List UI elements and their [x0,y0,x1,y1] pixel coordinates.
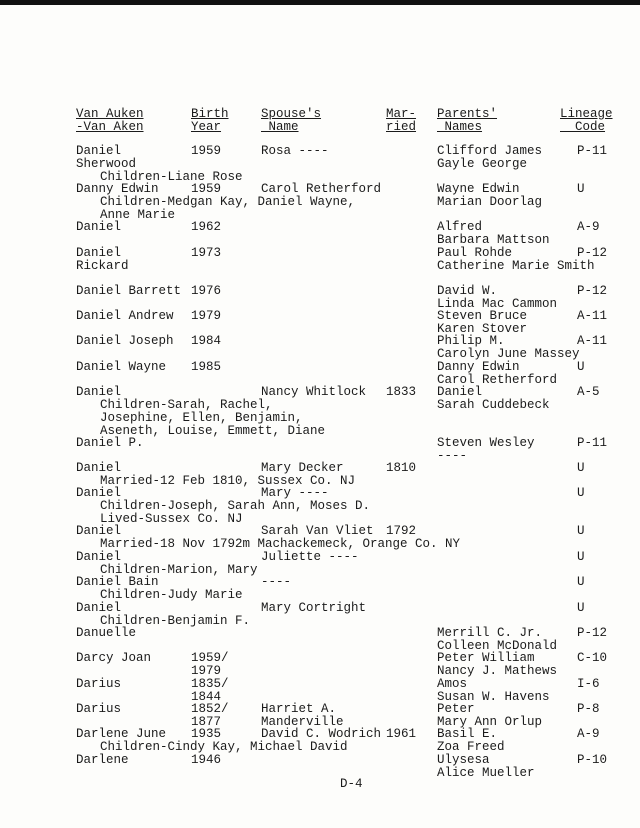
entry-lineage-code: U [577,524,585,538]
entry-lineage-code: A-9 [577,727,600,741]
header-married: Mar- ried [386,107,417,134]
entry-name: Daniel Sherwood [76,144,137,171]
entry-lineage-code: A-11 [577,309,608,323]
entry-lineage-code: C-10 [577,651,608,665]
entry-parents-names: Paul Rohde Catherine Marie Smith [437,246,595,273]
entry-lineage-code: P-8 [577,702,600,716]
header-lineage-code: Lineage Code [560,107,613,134]
entry-lineage-code: A-5 [577,385,600,399]
entry-spouse-name: Mary Cortright [261,601,367,615]
entry-name: Daniel Rickard [76,246,129,273]
entry-name: Daniel [76,461,122,475]
entry-birth-year: 1935 [191,727,222,741]
entry-notes: Married-12 Feb 1810, Sussex Co. NJ [100,474,356,488]
entry-married-year: 1810 [386,461,417,475]
entry-birth-year: 1976 [191,284,222,298]
entry-name: Daniel [76,385,122,399]
entry-parents-names: Peter Mary Ann Orlup [437,702,543,729]
entry-lineage-code: U [577,182,585,196]
entry-name: Daniel [76,486,122,500]
entry-name: Daniel [76,601,122,615]
entry-name: Darius [76,677,122,691]
entry-spouse-name: Mary ---- [261,486,329,500]
entry-lineage-code: U [577,601,585,615]
entry-lineage-code: P-12 [577,626,608,640]
entry-spouse-name: David C. Wodrich [261,727,382,741]
entry-birth-year: 1852/ 1877 [191,702,229,729]
entry-birth-year: 1835/ 1844 [191,677,229,704]
entry-lineage-code: I-6 [577,677,600,691]
header-birth-year: Birth Year [191,107,229,134]
entry-parents-names: Peter William Nancy J. Mathews [437,651,558,678]
entry-name: Danny Edwin [76,182,159,196]
entry-birth-year: 1959 [191,144,222,158]
entry-notes: Children-Medgan Kay, Daniel Wayne, Anne Marie [100,195,356,222]
entry-notes: Children-Cindy Kay, Michael David [100,740,348,754]
entry-name: Daniel Andrew [76,309,174,323]
entry-name: Darius [76,702,122,716]
entry-notes: Children-Marion, Mary [100,563,258,577]
entry-lineage-code: U [577,461,585,475]
entry-parents-names: Daniel Sarah Cuddebeck [437,385,550,412]
entry-notes: Children-Benjamin F. [100,614,251,628]
entry-birth-year: 1973 [191,246,222,260]
entry-name: Daniel [76,524,122,538]
entry-spouse-name: ---- [261,575,292,589]
header-name: Van Auken -Van Aken [76,107,144,134]
page-number: D-4 [340,777,363,791]
entry-name: Daniel [76,550,122,564]
entry-birth-year: 1959 [191,182,222,196]
entry-married-year: 1792 [386,524,417,538]
entry-spouse-name: Rosa ---- [261,144,329,158]
entry-birth-year: 1985 [191,360,222,374]
entry-notes: Children-Sarah, Rachel, Josephine, Ellen, Benjamin, Aseneth, Louise, Emmett, Diane [100,398,326,438]
entry-lineage-code: U [577,360,585,374]
entry-lineage-code: A-9 [577,220,600,234]
entry-notes: Children-Judy Marie [100,588,243,602]
entry-married-year: 1833 [386,385,417,399]
entry-name: Daniel Wayne [76,360,167,374]
entry-lineage-code: P-12 [577,284,608,298]
entry-name: Darlene [76,753,129,767]
entry-name: Daniel Joseph [76,334,174,348]
entry-lineage-code: U [577,550,585,564]
entry-parents-names: Ulysesa Alice Mueller [437,753,535,780]
entry-parents-names: Danny Edwin Carol Retherford [437,360,558,387]
entry-spouse-name: Mary Decker [261,461,344,475]
entry-name: Darlene June [76,727,167,741]
entry-parents-names: Basil E. Zoa Freed [437,727,505,754]
entry-name: Daniel P. [76,436,144,450]
entry-name: Darcy Joan [76,651,152,665]
entry-parents-names: Steven Bruce Karen Stover [437,309,528,336]
entry-parents-names: Clifford James Gayle George [437,144,543,171]
entry-spouse-name: Juliette ---- [261,550,359,564]
entry-name: Daniel Bain [76,575,159,589]
entry-parents-names: David W. Linda Mac Cammon [437,284,558,311]
entry-notes: Children-Joseph, Sarah Ann, Moses D. Lived-Sussex Co. NJ [100,499,371,526]
entry-parents-names: Alfred Barbara Mattson [437,220,550,247]
entry-name: Danuelle [76,626,137,640]
entry-parents-names: Amos Susan W. Havens [437,677,550,704]
entry-birth-year: 1946 [191,753,222,767]
entry-lineage-code: U [577,486,585,500]
page-top-border [0,0,640,5]
entry-lineage-code: P-10 [577,753,608,767]
entry-parents-names: Philip M. Carolyn June Massey [437,334,580,361]
entry-lineage-code: A-11 [577,334,608,348]
entry-lineage-code: P-11 [577,436,608,450]
entry-name: Daniel Barrett [76,284,182,298]
entry-parents-names: Wayne Edwin Marian Doorlag [437,182,543,209]
entry-birth-year: 1962 [191,220,222,234]
header-parents-names: Parents' Names [437,107,498,134]
entry-parents-names: Merrill C. Jr. Colleen McDonald [437,626,558,653]
entry-birth-year: 1984 [191,334,222,348]
entry-lineage-code: U [577,575,585,589]
entry-name: Daniel [76,220,122,234]
entry-lineage-code: P-12 [577,246,608,260]
entry-birth-year: 1979 [191,309,222,323]
entry-spouse-name: Carol Retherford [261,182,382,196]
entry-parents-names: Steven Wesley ---- [437,436,535,463]
entry-spouse-name: Harriet A. Manderville [261,702,344,729]
entry-notes: Children-Liane Rose [100,170,243,184]
entry-spouse-name: Sarah Van Vliet [261,524,374,538]
entry-lineage-code: P-11 [577,144,608,158]
entry-married-year: 1961 [386,727,417,741]
entry-spouse-name: Nancy Whitlock [261,385,367,399]
entry-birth-year: 1959/ 1979 [191,651,229,678]
header-spouse-name: Spouse's Name [261,107,322,134]
entry-notes: Married-18 Nov 1792m Machackemeck, Orange Co. NY [100,537,461,551]
